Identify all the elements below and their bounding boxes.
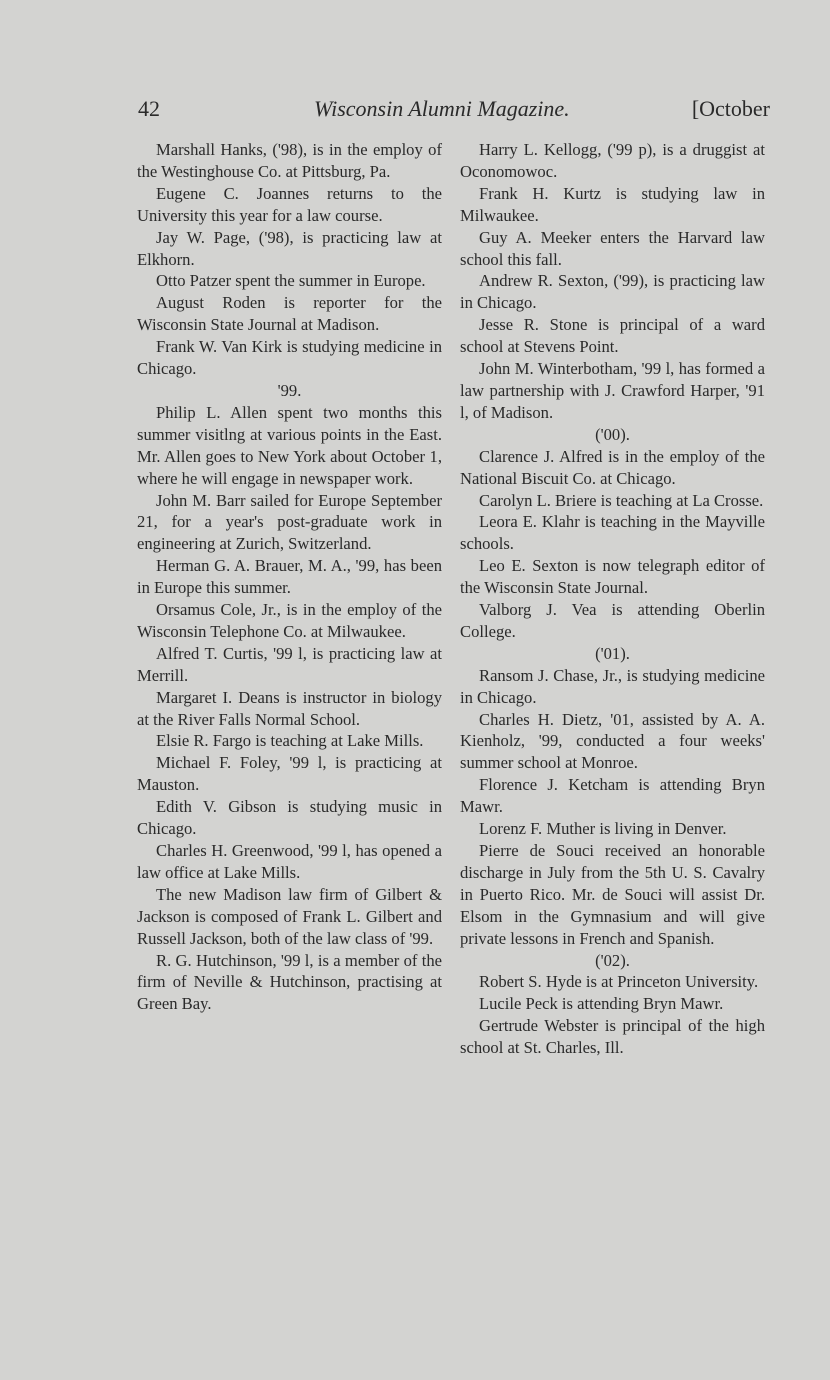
page-header bbox=[138, 96, 770, 132]
alumni-note: John M. Winterbotham, '99 l, has formed a law partnership with J. Crawford Harper, '91 l, of Madison. bbox=[460, 359, 765, 422]
alumni-note: John M. Barr sailed for Europe September 21, for a year's post-graduate work in engineering at Zurich, Switzerland. bbox=[137, 490, 442, 554]
alumni-note: R. G. Hutchinson, '99 l, is a member of the firm of Neville & Hutchinson, practising at Green Bay. bbox=[137, 950, 442, 1014]
alumni-note: Michael F. Foley, '99 l, is practicing at Mauston. bbox=[137, 753, 442, 795]
alumni-note: Florence J. Ketcham is attending Bryn Mawr. bbox=[460, 775, 765, 817]
alumni-note: Carolyn L. Briere is teaching at La Crosse. bbox=[479, 490, 764, 510]
issue-month: [October bbox=[691, 96, 770, 121]
alumni-note: Lorenz F. Muther is living in Denver. bbox=[479, 819, 727, 839]
right-column bbox=[460, 139, 765, 1059]
alumni-note: Ransom J. Chase, Jr., is studying medicine in Chicago. bbox=[460, 665, 765, 707]
alumni-note: Charles H. Dietz, '01, assisted by A. A. Kienholz, '99, conducted a four weeks' summer school at Monroe. bbox=[460, 709, 765, 773]
class-year-heading: ('02). bbox=[595, 950, 630, 970]
alumni-note: Margaret I. Deans is instructor in biology at the River Falls Normal School. bbox=[137, 687, 442, 729]
alumni-note: Valborg J. Vea is attending Oberlin College. bbox=[460, 600, 765, 641]
alumni-note: Guy A. Meeker enters the Harvard law school this fall. bbox=[460, 227, 765, 269]
alumni-note: Leora E. Klahr is teaching in the Mayville schools. bbox=[460, 512, 765, 554]
alumni-note: Frank H. Kurtz is studying law in Milwaukee. bbox=[460, 183, 765, 225]
magazine-title: Wisconsin Alumni Magazine. bbox=[314, 96, 570, 121]
alumni-note: Charles H. Greenwood, '99 l, has opened a law office at Lake Mills. bbox=[137, 841, 442, 882]
alumni-note: Andrew R. Sexton, ('99), is practicing law in Chicago. bbox=[460, 271, 765, 313]
class-year-heading: ('01). bbox=[595, 643, 630, 663]
alumni-note: Jesse R. Stone is principal of a ward school at Stevens Point. bbox=[460, 315, 765, 357]
alumni-note: Eugene C. Joannes returns to the University this year for a law course. bbox=[137, 183, 442, 225]
alumni-note: Lucile Peck is attending Bryn Mawr. bbox=[479, 994, 724, 1014]
alumni-note: Clarence J. Alfred is in the employ of the National Biscuit Co. at Chicago. bbox=[460, 446, 765, 488]
alumni-note: Pierre de Souci received an honorable discharge in July from the 5th U. S. Cavalry in Puerto Rico. Mr. de Souci will assist Dr. Elsom in the Gymnasium and will give private lessons in French and Spanish. bbox=[460, 841, 765, 948]
alumni-note: Jay W. Page, ('98), is practicing law at Elkhorn. bbox=[137, 227, 442, 269]
alumni-note: Otto Patzer spent the summer in Europe. bbox=[156, 271, 426, 291]
page-number: 42 bbox=[138, 96, 160, 121]
alumni-note: Philip L. Allen spent two months this summer visitlng at various points in the East. Mr. Allen goes to New York about October 1, where he will engage in newspaper work. bbox=[137, 402, 442, 488]
alumni-note: Alfred T. Curtis, '99 l, is practicing law at Merrill. bbox=[137, 643, 442, 685]
alumni-note: Herman G. A. Brauer, M. A., '99, has been in Europe this summer. bbox=[137, 556, 442, 598]
alumni-note: Orsamus Cole, Jr., is in the employ of the Wisconsin Telephone Co. at Milwaukee. bbox=[137, 600, 442, 641]
alumni-note: Robert S. Hyde is at Princeton University. bbox=[479, 972, 759, 992]
class-year-heading: ('00). bbox=[595, 424, 630, 444]
alumni-note: Edith V. Gibson is studying music in Chicago. bbox=[137, 797, 442, 839]
alumni-note: Harry L. Kellogg, ('99 p), is a druggist at Oconomowoc. bbox=[460, 140, 765, 181]
class-year-heading: '99. bbox=[277, 380, 302, 400]
alumni-note: The new Madison law firm of Gilbert & Jackson is composed of Frank L. Gilbert and Russell Jackson, both of the law class of '99. bbox=[137, 884, 442, 948]
alumni-note: Leo E. Sexton is now telegraph editor of the Wisconsin State Journal. bbox=[460, 556, 765, 598]
alumni-note: Elsie R. Fargo is teaching at Lake Mills. bbox=[156, 731, 424, 751]
alumni-note: Marshall Hanks, ('98), is in the employ of the Westinghouse Co. at Pittsburg, Pa. bbox=[137, 140, 442, 181]
alumni-note: Frank W. Van Kirk is studying medicine in Chicago. bbox=[137, 337, 442, 379]
alumni-note: August Roden is reporter for the Wisconsin State Journal at Madison. bbox=[137, 293, 442, 335]
alumni-note: Gertrude Webster is principal of the high school at St. Charles, Ill. bbox=[460, 1016, 765, 1058]
left-column bbox=[137, 139, 442, 1015]
